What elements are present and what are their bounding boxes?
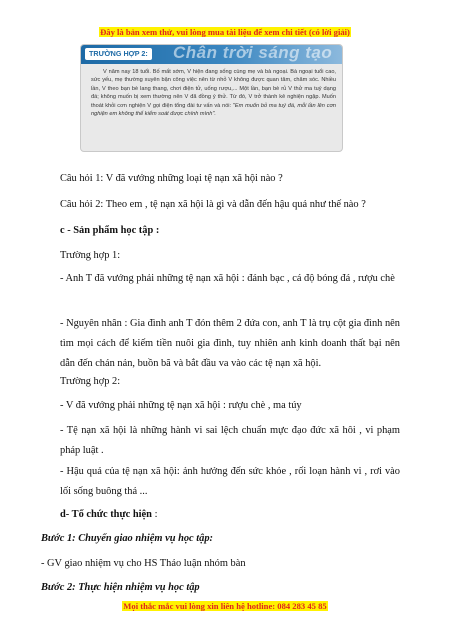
step-2-heading: Bước 2: Thực hiện nhiệm vụ học tập (41, 582, 200, 593)
case-1-heading: Trường hợp 1: (60, 250, 121, 261)
preview-notice-banner (0, 27, 450, 37)
question-1: Câu hỏi 1: V đã vướng những loại tệ nạn xã hội nào ? (60, 173, 283, 184)
case-2-answer-b: - Tệ nạn xã hội là những hành vi sai lệch chuẩn mực đạo đức xã hôi , vi phạm pháp luật . (60, 425, 400, 456)
step-1-heading: Bước 1: Chuyển giao nhiệm vụ học tập: (41, 533, 213, 544)
case-body-text: V năm nay 18 tuổi. Bố mất sớm, V hiện đang sống cùng mẹ và bà ngoại. Bà ngoại tuổi cao, sức yếu, mẹ thường xuyên bận công việc nên từ nhỏ V không được quan tâm, chăm sóc. Nhiều lần, V theo bạn bè lang thang, chơi điện tử, uống rượu,... Một lần, bạn bè rủ V thử ma tuý dạng đá; không muốn bị xem thường nên V đã đồng ý thử. Từ đó, V trở thành kẻ nghiện ngập. Muốn thoát khỏi cơn nghiện V gọi điện tổng đài tư vấn và nói: (91, 69, 336, 109)
section-product-heading: c - Sản phẩm học tập : (60, 225, 160, 236)
hotline-banner (0, 601, 450, 611)
question-2: Câu hỏi 2: Theo em , tệ nạn xã hội là gì và dẫn đến hậu quả như thế nào ? (60, 199, 366, 210)
organize-heading (60, 508, 400, 522)
hotline-text: Mọi thắc mắc vui lòng xin liên hệ hotline: 084 283 45 85 (123, 601, 327, 611)
case-1-answer-a: - Anh T đã vướng phải những tệ nạn xã hội : đánh bạc , cá độ bóng đá , rượu chè (60, 273, 395, 284)
case-2-answer-c: - Hậu quả của tệ nạn xã hội: ảnh hưởng đến sức khỏe , rối loạn hành vi , rơi vào lối sống buông thả ... (60, 466, 400, 497)
preview-notice-text: Đây là bản xem thử, vui lòng mua tài liệu để xem chi tiết (có lời giải) (100, 27, 350, 37)
case-watermark: Chân trời sáng tạo (173, 44, 333, 62)
organize-heading-label: d- Tổ chức thực hiện (60, 509, 152, 520)
case-2-answer-a: - V đã vướng phải những tệ nạn xã hội : rượu chè , ma túy (60, 400, 302, 411)
case-quote: "Em muốn bỏ ma tuý đá, mỗi lần lên cơn nghiện em không thể kiểm soát được chính mình". (91, 102, 336, 118)
case-1-answer-b: - Nguyên nhân : Gia đình anh T đón thêm 2 đứa con, anh T là trụ cột gia đình nên tìm mọi cách để kiếm tiền nuôi gia đình, tuy nhiên anh kinh doanh thất bại nên dẫn đến chán nản, buồn bã và bắt đầu va vào các tệ nạn xã hội. (60, 318, 400, 369)
organize-heading-colon: : (154, 509, 158, 520)
case-body (91, 68, 336, 118)
case-header (81, 45, 342, 64)
case-2-heading: Trường hợp 2: (60, 376, 121, 387)
step-1-text: - GV giao nhiệm vụ cho HS Thảo luận nhóm bàn (41, 558, 246, 569)
case-study-image (80, 44, 343, 152)
case-tag: TRƯỜNG HỢP 2: (85, 48, 152, 60)
